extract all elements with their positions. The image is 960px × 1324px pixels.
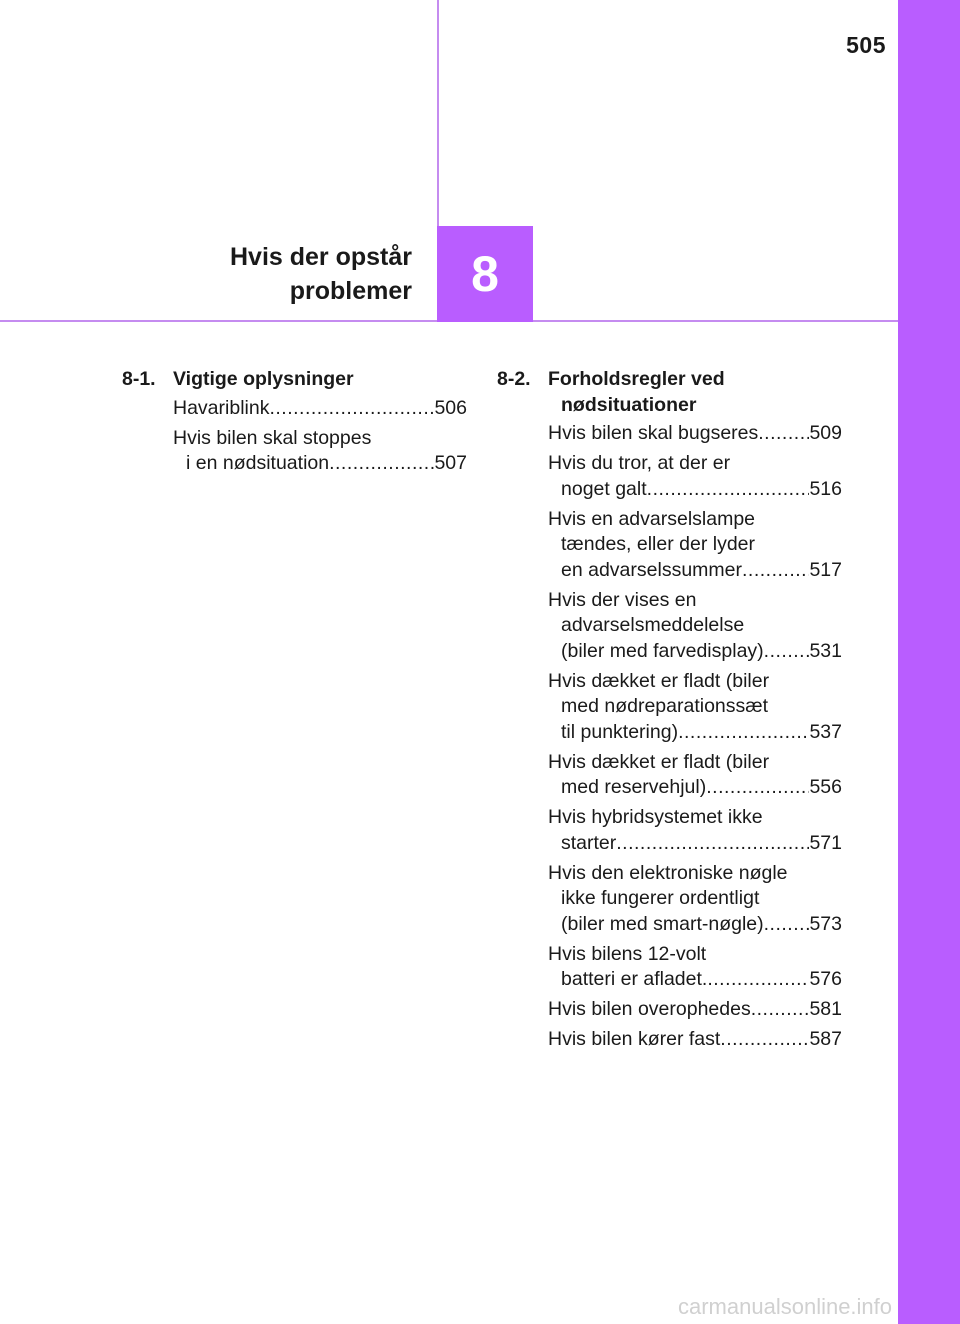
entry-text: Hvis bilen overophedes: [548, 998, 751, 1020]
entry-page: 587: [809, 1028, 842, 1050]
toc-entry[interactable]: [548, 451, 842, 502]
watermark: carmanualsonline.info: [678, 1294, 893, 1319]
section-title-line: nødsituationer: [561, 393, 697, 416]
dot-leader: [647, 477, 810, 503]
entry-text: Hvis den elektroniske nøgle: [548, 861, 788, 884]
dot-leader: [751, 997, 810, 1023]
dot-leader: [707, 967, 809, 993]
entry-page: 509: [809, 422, 842, 444]
entry-text: batteri er afladet.: [561, 968, 708, 990]
section-title: [173, 367, 467, 393]
entry-text: Hvis hybridsystemet ikke: [548, 806, 763, 828]
toc-column-right: [497, 367, 842, 1057]
entry-page: 507: [434, 452, 467, 474]
entry-text: (biler med farvedisplay): [561, 639, 764, 662]
dot-leader: [616, 831, 809, 857]
dot-leader: [742, 558, 809, 584]
entry-text: med reservehjul): [561, 776, 707, 798]
section-number: 8-1.: [122, 368, 156, 390]
entry-text: en advarselssummer: [561, 558, 742, 581]
entry-text: Hvis dækket er fladt (biler: [548, 750, 770, 773]
toc-entry[interactable]: [173, 396, 467, 422]
entry-page: 531: [809, 639, 842, 662]
entry-page: 516: [809, 477, 842, 500]
entry-text: med nødreparationssæt: [561, 695, 769, 717]
toc-entries: [173, 396, 467, 477]
section-title: [548, 367, 842, 418]
entry-page: 517: [809, 558, 842, 581]
toc-entry[interactable]: [548, 421, 842, 447]
entry-text: Hvis bilen kører fast: [548, 1028, 721, 1050]
page-number: 505: [846, 32, 886, 58]
toc-entry[interactable]: [548, 669, 842, 746]
toc-entry[interactable]: [548, 861, 842, 938]
entry-text: advarselsmeddelelse: [561, 614, 745, 636]
entry-text: til punktering): [561, 720, 679, 743]
entry-text: Hvis en advarselslampe: [548, 507, 756, 530]
entry-page: 556: [809, 776, 842, 798]
entry-text: Hvis der vises en: [548, 588, 697, 611]
toc-entry[interactable]: [548, 805, 842, 856]
entry-text: ikke fungerer ordentligt: [561, 887, 760, 909]
dot-leader: [269, 396, 434, 422]
entry-page: 537: [809, 720, 842, 743]
chapter-title-line: Hvis der opstår: [229, 243, 412, 271]
toc-entry[interactable]: [548, 942, 842, 993]
entry-page: 581: [809, 998, 842, 1020]
section-title-line: Vigtige oplysninger: [173, 368, 354, 390]
entry-page: 571: [809, 831, 842, 854]
entry-text: i en nødsituation: [186, 452, 330, 474]
toc-entry[interactable]: [548, 507, 842, 584]
dot-leader: [706, 775, 809, 801]
toc-entry[interactable]: [548, 588, 842, 665]
dot-leader: [764, 912, 810, 938]
entry-page: 506: [434, 396, 467, 419]
entry-text: starter: [561, 831, 617, 854]
chapter-number: 8: [471, 246, 499, 302]
entry-text: noget galt: [561, 477, 647, 500]
toc-entry[interactable]: [173, 426, 467, 477]
toc-entries: [548, 421, 842, 1053]
section-heading: [122, 367, 467, 393]
dot-leader: [720, 1027, 809, 1053]
entry-text: Hvis dækket er fladt (biler: [548, 669, 770, 692]
section-number: 8-2.: [497, 368, 531, 390]
toc-entry[interactable]: [548, 997, 842, 1023]
entry-text: Hvis du tror, at der er: [548, 452, 731, 474]
entry-text: tændes, eller der lyder: [561, 533, 756, 555]
dot-leader: [758, 421, 809, 447]
entry-text: (biler med smart-nøgle): [561, 912, 764, 935]
chapter-title: [230, 240, 412, 308]
dot-leader: [329, 451, 434, 477]
entry-page: 573: [809, 912, 842, 935]
toc-entry[interactable]: [548, 750, 842, 801]
dot-leader: [678, 720, 809, 746]
section-heading: [497, 367, 842, 418]
toc-entry[interactable]: [548, 1027, 842, 1053]
chapter-title-line: problemer: [289, 277, 412, 305]
entry-text: Hvis bilen skal bugseres: [548, 422, 759, 444]
entry-text: Havariblink: [173, 396, 270, 419]
section-title-line: Forholdsregler ved: [548, 368, 725, 390]
entry-page: 576: [809, 968, 842, 990]
entry-text: Hvis bilens 12-volt: [548, 942, 707, 965]
dot-leader: [764, 639, 810, 665]
toc-column-left: [122, 367, 467, 481]
entry-text: Hvis bilen skal stoppes: [173, 426, 372, 449]
chapter-side-band: [898, 0, 960, 1324]
chapter-number-box: [437, 226, 533, 322]
